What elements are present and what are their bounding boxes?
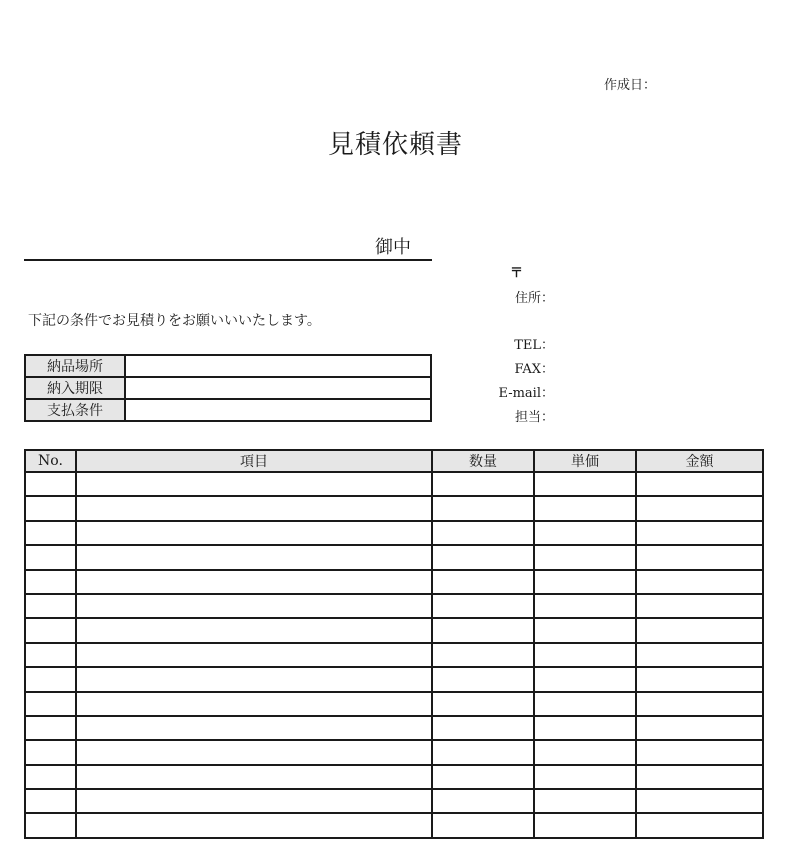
cell-item[interactable]	[76, 789, 432, 813]
table-row	[25, 667, 763, 691]
cell-item[interactable]	[76, 692, 432, 716]
postal-mark: 〒	[510, 266, 524, 281]
cell-item[interactable]	[76, 545, 432, 569]
condition-row-delivery-place	[25, 355, 431, 377]
cell-item[interactable]	[76, 813, 432, 837]
cell-amount[interactable]	[636, 472, 763, 496]
contact-label: 担当：	[514, 410, 554, 425]
cell-item[interactable]	[76, 496, 432, 520]
cell-no[interactable]	[25, 789, 76, 813]
items-body	[25, 472, 763, 838]
cell-amount[interactable]	[636, 618, 763, 642]
conditions-table	[24, 354, 432, 422]
header-quantity: 数量	[432, 450, 534, 472]
cell-no[interactable]	[25, 740, 76, 764]
cell-amount[interactable]	[636, 740, 763, 764]
cell-amount[interactable]	[636, 496, 763, 520]
cell-quantity[interactable]	[432, 716, 534, 740]
cell-item[interactable]	[76, 740, 432, 764]
table-row	[25, 496, 763, 520]
items-header-row	[25, 450, 763, 472]
cell-unit-price[interactable]	[534, 813, 636, 837]
recipient-name-line[interactable]	[24, 259, 432, 261]
header-unit-price: 単価	[534, 450, 636, 472]
cell-no[interactable]	[25, 765, 76, 789]
cell-amount[interactable]	[636, 692, 763, 716]
items-table	[24, 449, 764, 839]
cell-no[interactable]	[25, 594, 76, 618]
cell-quantity[interactable]	[432, 570, 534, 594]
cell-unit-price[interactable]	[534, 765, 636, 789]
cell-unit-price[interactable]	[534, 789, 636, 813]
cell-unit-price[interactable]	[534, 472, 636, 496]
table-row	[25, 765, 763, 789]
cell-item[interactable]	[76, 643, 432, 667]
address-label: 住所：	[514, 291, 554, 306]
header-item: 項目	[76, 450, 432, 472]
cell-amount[interactable]	[636, 643, 763, 667]
cell-item[interactable]	[76, 472, 432, 496]
cell-unit-price[interactable]	[534, 643, 636, 667]
cell-quantity[interactable]	[432, 521, 534, 545]
cell-unit-price[interactable]	[534, 496, 636, 520]
table-row	[25, 570, 763, 594]
cell-quantity[interactable]	[432, 545, 534, 569]
cell-unit-price[interactable]	[534, 716, 636, 740]
cell-item[interactable]	[76, 667, 432, 691]
cell-no[interactable]	[25, 545, 76, 569]
cell-no[interactable]	[25, 570, 76, 594]
table-row	[25, 472, 763, 496]
fax-label: FAX：	[514, 362, 554, 377]
table-row	[25, 545, 763, 569]
cell-item[interactable]	[76, 765, 432, 789]
cell-no[interactable]	[25, 716, 76, 740]
cell-unit-price[interactable]	[534, 740, 636, 764]
condition-row-payment-terms	[25, 399, 431, 421]
cell-no[interactable]	[25, 618, 76, 642]
email-label: E-mail：	[498, 386, 554, 401]
table-row	[25, 740, 763, 764]
cell-no[interactable]	[25, 472, 76, 496]
cell-item[interactable]	[76, 618, 432, 642]
cell-amount[interactable]	[636, 765, 763, 789]
cell-quantity[interactable]	[432, 765, 534, 789]
cell-unit-price[interactable]	[534, 594, 636, 618]
created-date-label: 作成日：	[604, 78, 657, 93]
condition-value-cell[interactable]	[125, 399, 431, 421]
cell-quantity[interactable]	[432, 472, 534, 496]
cell-no[interactable]	[25, 521, 76, 545]
cell-quantity[interactable]	[432, 496, 534, 520]
cell-no[interactable]	[25, 813, 76, 837]
table-row	[25, 692, 763, 716]
cell-unit-price[interactable]	[534, 521, 636, 545]
table-row	[25, 521, 763, 545]
header-amount: 金額	[636, 450, 763, 472]
cell-item[interactable]	[76, 594, 432, 618]
cell-amount[interactable]	[636, 667, 763, 691]
cell-quantity[interactable]	[432, 740, 534, 764]
cell-quantity[interactable]	[432, 813, 534, 837]
condition-value-cell[interactable]	[125, 377, 431, 399]
table-row	[25, 643, 763, 667]
cell-amount[interactable]	[636, 570, 763, 594]
cell-no[interactable]	[25, 692, 76, 716]
cell-unit-price[interactable]	[534, 618, 636, 642]
cell-no[interactable]	[25, 643, 76, 667]
tel-label: TEL：	[514, 338, 554, 353]
cell-unit-price[interactable]	[534, 570, 636, 594]
cell-item[interactable]	[76, 521, 432, 545]
cell-unit-price[interactable]	[534, 545, 636, 569]
condition-label: 支払条件	[25, 399, 125, 421]
cell-no[interactable]	[25, 496, 76, 520]
table-row	[25, 716, 763, 740]
cell-amount[interactable]	[636, 789, 763, 813]
table-row	[25, 618, 763, 642]
condition-label: 納品場所	[25, 355, 125, 377]
cell-quantity[interactable]	[432, 667, 534, 691]
table-row	[25, 813, 763, 837]
cell-amount[interactable]	[636, 813, 763, 837]
cell-amount[interactable]	[636, 545, 763, 569]
cell-amount[interactable]	[636, 594, 763, 618]
cell-quantity[interactable]	[432, 789, 534, 813]
condition-label: 納入期限	[25, 377, 125, 399]
condition-row-delivery-deadline	[25, 377, 431, 399]
cell-unit-price[interactable]	[534, 692, 636, 716]
condition-value-cell[interactable]	[125, 355, 431, 377]
cell-amount[interactable]	[636, 521, 763, 545]
cell-no[interactable]	[25, 667, 76, 691]
cell-item[interactable]	[76, 570, 432, 594]
cell-quantity[interactable]	[432, 594, 534, 618]
cell-quantity[interactable]	[432, 643, 534, 667]
table-row	[25, 789, 763, 813]
cell-unit-price[interactable]	[534, 667, 636, 691]
intro-text: 下記の条件でお見積りをお願いいいたします。	[28, 313, 321, 329]
cell-amount[interactable]	[636, 716, 763, 740]
cell-item[interactable]	[76, 716, 432, 740]
table-row	[25, 594, 763, 618]
header-no: No.	[25, 450, 76, 472]
cell-quantity[interactable]	[432, 692, 534, 716]
document-title: 見積依頼書	[327, 130, 463, 160]
cell-quantity[interactable]	[432, 618, 534, 642]
recipient-honorific: 御中	[375, 237, 411, 258]
